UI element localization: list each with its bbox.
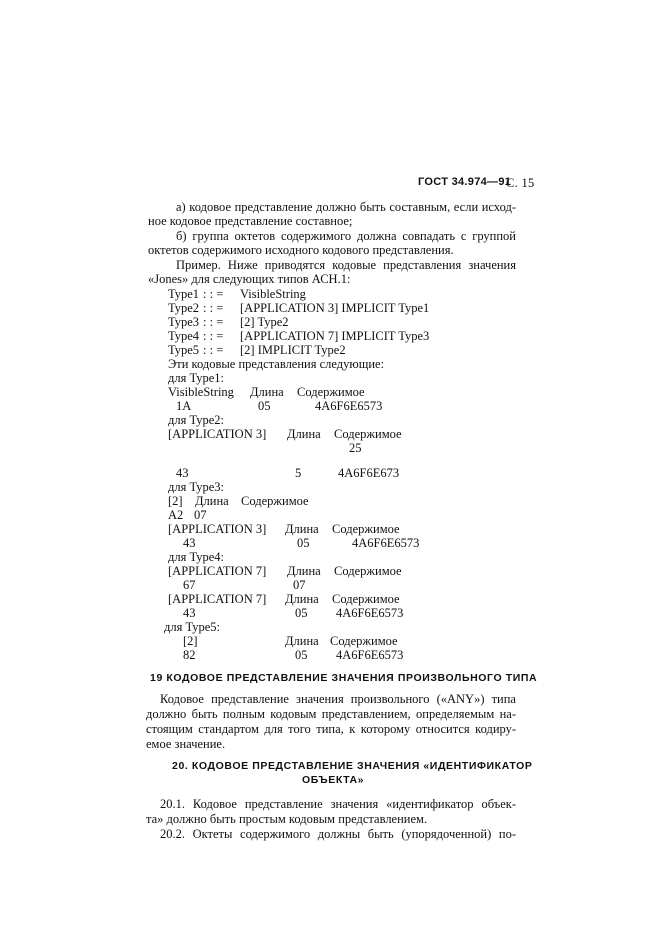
type-sep: : : =: [203, 329, 224, 343]
encodings-intro: Эти кодовые представления следующие:: [168, 357, 385, 371]
type-sep: : : =: [203, 287, 224, 301]
cell-value: 43: [176, 466, 189, 480]
col-header: Содержимое: [334, 564, 402, 578]
cell-value: 07: [293, 578, 306, 592]
col-header: Содержимое: [332, 522, 400, 536]
type-sep: : : =: [203, 315, 224, 329]
col-header: Содержимое: [334, 427, 402, 441]
section-20-heading-line-1: 20. КОДОВОЕ ПРЕДСТАВЛЕНИЕ ЗНАЧЕНИЯ «ИДЕНТИФИКАТОР: [172, 760, 533, 772]
type-sep: : : =: [203, 343, 224, 357]
for-type5: для Type5:: [164, 620, 221, 634]
col-header: [2]: [183, 634, 198, 648]
section-19-line: емое значение.: [146, 737, 226, 751]
para-b-line-2: октетов содержимого исходного кодового представления.: [148, 243, 454, 257]
cell-value: A2: [168, 508, 184, 522]
para-a-line-1: а) кодовое представление должно быть составным, если исход-: [176, 200, 516, 214]
type-def: [APPLICATION 7] IMPLICIT Type3: [240, 329, 430, 343]
cell-value: 5: [295, 466, 302, 480]
type-name: Type4: [168, 329, 200, 343]
cell-value: 4A6F6E6573: [352, 536, 420, 550]
col-header: Содержимое: [330, 634, 398, 648]
type-name: Type1: [168, 287, 200, 301]
for-type1: для Type1:: [168, 371, 225, 385]
for-type3: для Type3:: [168, 480, 225, 494]
col-header: Длина: [287, 427, 321, 441]
col-header: VisibleString: [168, 385, 234, 399]
cell-value: 05: [295, 648, 308, 662]
section-19-line: должно быть полным кодовым представлением, определяемым на-: [146, 707, 516, 721]
col-header: Длина: [285, 634, 319, 648]
cell-value: 4A6F6E673: [338, 466, 400, 480]
section-20-1-line-1: 20.1. Кодовое представление значения «идентификатор объек-: [160, 797, 516, 811]
type-def: [2] Type2: [240, 315, 289, 329]
cell-value: 05: [295, 606, 308, 620]
col-header: Длина: [285, 522, 319, 536]
cell-value: 25: [349, 441, 362, 455]
for-type2: для Type2:: [168, 413, 225, 427]
cell-value: 4A6F6E6573: [315, 399, 383, 413]
col-header: [APPLICATION 7]: [168, 592, 267, 606]
type-sep: : : =: [203, 301, 224, 315]
cell-value: 05: [258, 399, 271, 413]
type-name: Type3: [168, 315, 200, 329]
col-header: Длина: [250, 385, 284, 399]
col-header: Длина: [195, 494, 229, 508]
example-line-1: Пример. Ниже приводятся кодовые представления значения: [176, 258, 516, 272]
col-header: Длина: [285, 592, 319, 606]
cell-value: 43: [183, 536, 196, 550]
col-header: Содержимое: [297, 385, 365, 399]
col-header: [APPLICATION 3]: [168, 522, 267, 536]
cell-value: 1A: [176, 399, 192, 413]
section-19-line: стоящим стандартом для того типа, к которому относится кодиру-: [146, 722, 516, 736]
type-name: Type5: [168, 343, 200, 357]
section-19-heading: 19 КОДОВОЕ ПРЕДСТАВЛЕНИЕ ЗНАЧЕНИЯ ПРОИЗВОЛЬНОГО ТИПА: [150, 672, 538, 684]
col-header: [2]: [168, 494, 183, 508]
type-def: [APPLICATION 3] IMPLICIT Type1: [240, 301, 430, 315]
para-a-line-2: ное кодовое представление составное;: [148, 214, 353, 228]
cell-value: 82: [183, 648, 196, 662]
cell-value: 07: [194, 508, 207, 522]
col-header: Содержимое: [332, 592, 400, 606]
cell-value: 05: [297, 536, 310, 550]
col-header: [APPLICATION 7]: [168, 564, 267, 578]
section-19-line: Кодовое представление значения произвольного («ANY») типа: [160, 692, 516, 706]
for-type4: для Type4:: [168, 550, 225, 564]
col-header: [APPLICATION 3]: [168, 427, 267, 441]
col-header: Содержимое: [241, 494, 309, 508]
cell-value: 4A6F6E6573: [336, 648, 404, 662]
page-number: С. 15: [506, 176, 535, 190]
cell-value: 67: [183, 578, 196, 592]
type-name: Type2: [168, 301, 200, 315]
type-def: VisibleString: [240, 287, 306, 301]
example-line-2: «Jones» для следующих типов АСН.1:: [148, 272, 351, 286]
col-header: Длина: [287, 564, 321, 578]
type-def: [2] IMPLICIT Type2: [240, 343, 346, 357]
cell-value: 4A6F6E6573: [336, 606, 404, 620]
section-20-2-line-1: 20.2. Октеты содержимого должны быть (упорядоченной) по-: [160, 827, 516, 841]
standard-number: ГОСТ 34.974—91: [418, 176, 512, 188]
para-b-line-1: б) группа октетов содержимого должна совпадать с группой: [176, 229, 516, 243]
section-20-heading-line-2: ОБЪЕКТА»: [302, 774, 365, 786]
section-20-1-line-2: та» должно быть простым кодовым представлением.: [146, 812, 428, 826]
cell-value: 43: [183, 606, 196, 620]
